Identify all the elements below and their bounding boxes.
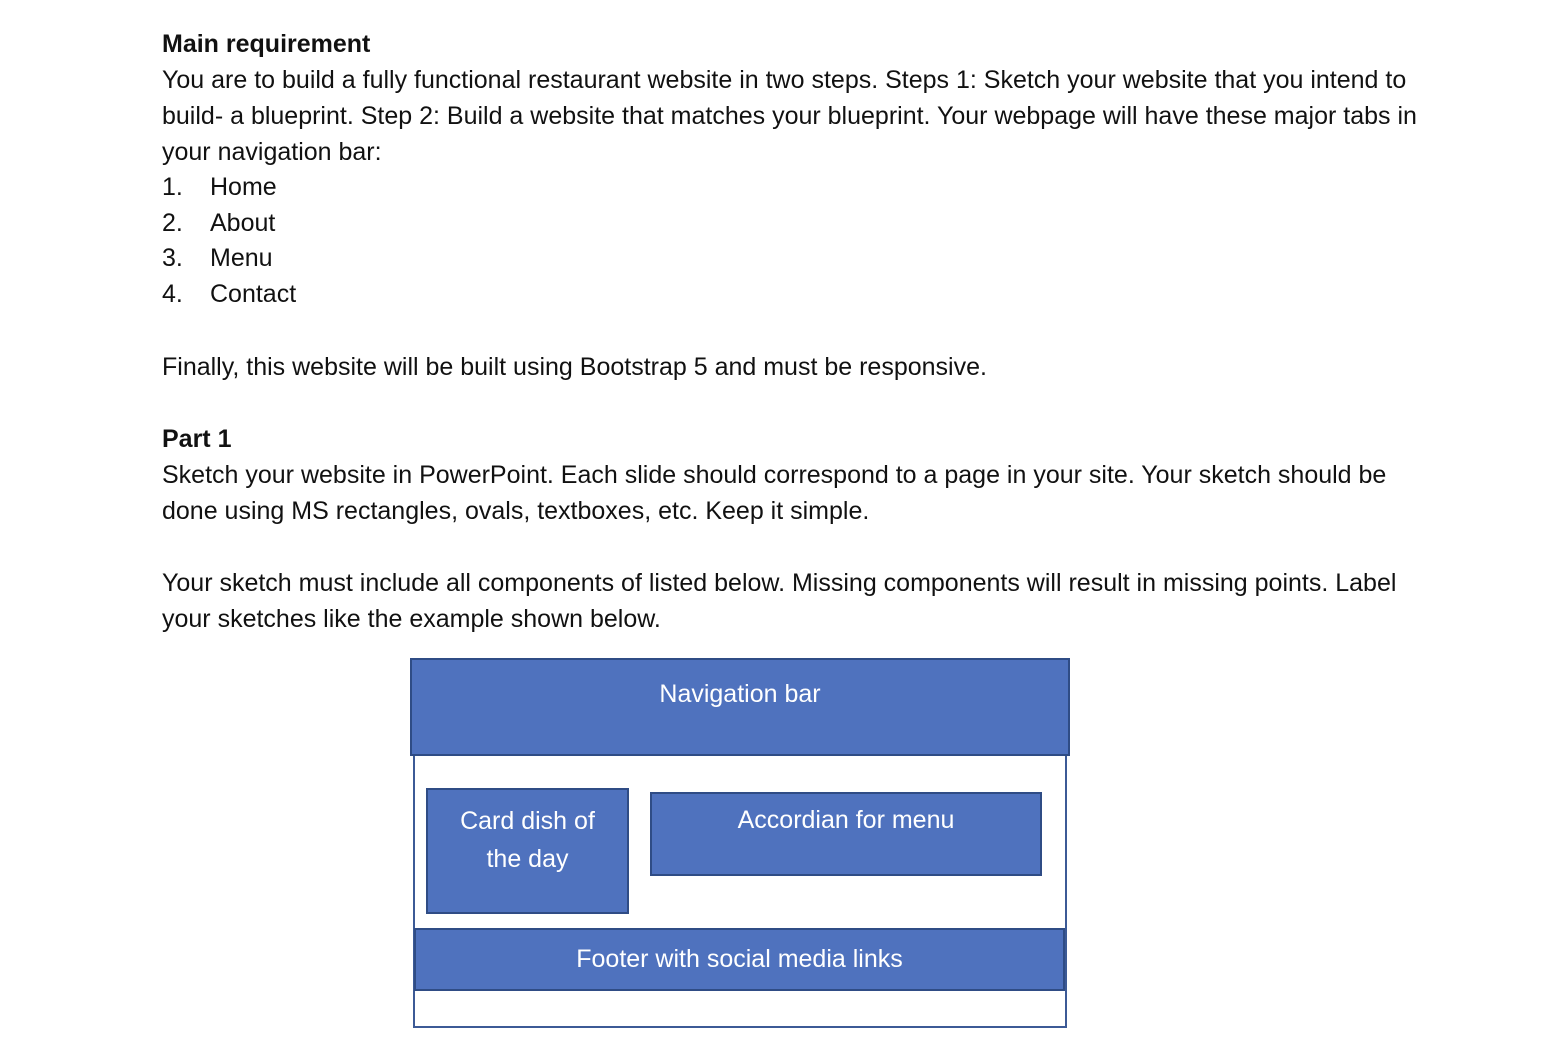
list-item-label: Contact [210, 280, 297, 309]
part1-heading: Part 1 [162, 424, 232, 453]
main-requirement-intro: You are to build a fully functional restaurant website in two steps. Steps 1: Sketch your website that you intend to build- a blueprint. Step 2: Build a website that matches your blueprint. Your webpage will have these major tabs in your navigation bar: [162, 66, 1417, 166]
list-item-label: About [210, 208, 276, 237]
part1-components-note: Your sketch must include all components of listed below. Missing components will result in missing points. Label your sketches like the example shown below. [162, 568, 1397, 633]
list-item-number: 3. [162, 244, 183, 273]
navigation-bar-block [410, 658, 1070, 756]
card-dish-block [426, 788, 629, 914]
accordion-label: Accordian for menu [737, 806, 955, 834]
list-item-number: 2. [162, 208, 183, 237]
spacer [162, 313, 1422, 349]
list-item-number: 1. [162, 173, 183, 201]
card-label-line1: Card dish of [460, 807, 595, 835]
accordion-menu-block [650, 792, 1042, 876]
list-item-label: Home [210, 173, 277, 201]
spacer [162, 529, 1422, 565]
final-note: Finally, this website will be built using Bootstrap 5 and must be responsive. [162, 352, 987, 381]
document-body [162, 26, 1422, 637]
list-item [162, 170, 1422, 206]
main-requirement-heading: Main requirement [162, 30, 371, 58]
list-item-number: 4. [162, 280, 183, 309]
list-item [162, 277, 1422, 313]
card-label-line2: the day [486, 845, 569, 873]
list-item [162, 241, 1422, 277]
navigation-tabs-list [162, 170, 1422, 313]
spacer [162, 385, 1422, 421]
footer-label: Footer with social media links [576, 945, 903, 973]
website-sketch-diagram [410, 658, 1070, 1030]
part1-instructions: Sketch your website in PowerPoint. Each slide should correspond to a page in your site. Your sketch should be done using MS rectangles, ovals, textboxes, etc. Keep it simple. [162, 460, 1387, 525]
list-item [162, 206, 1422, 242]
footer-block [414, 928, 1065, 991]
navigation-bar-label: Navigation bar [659, 680, 821, 708]
list-item-label: Menu [210, 244, 273, 273]
